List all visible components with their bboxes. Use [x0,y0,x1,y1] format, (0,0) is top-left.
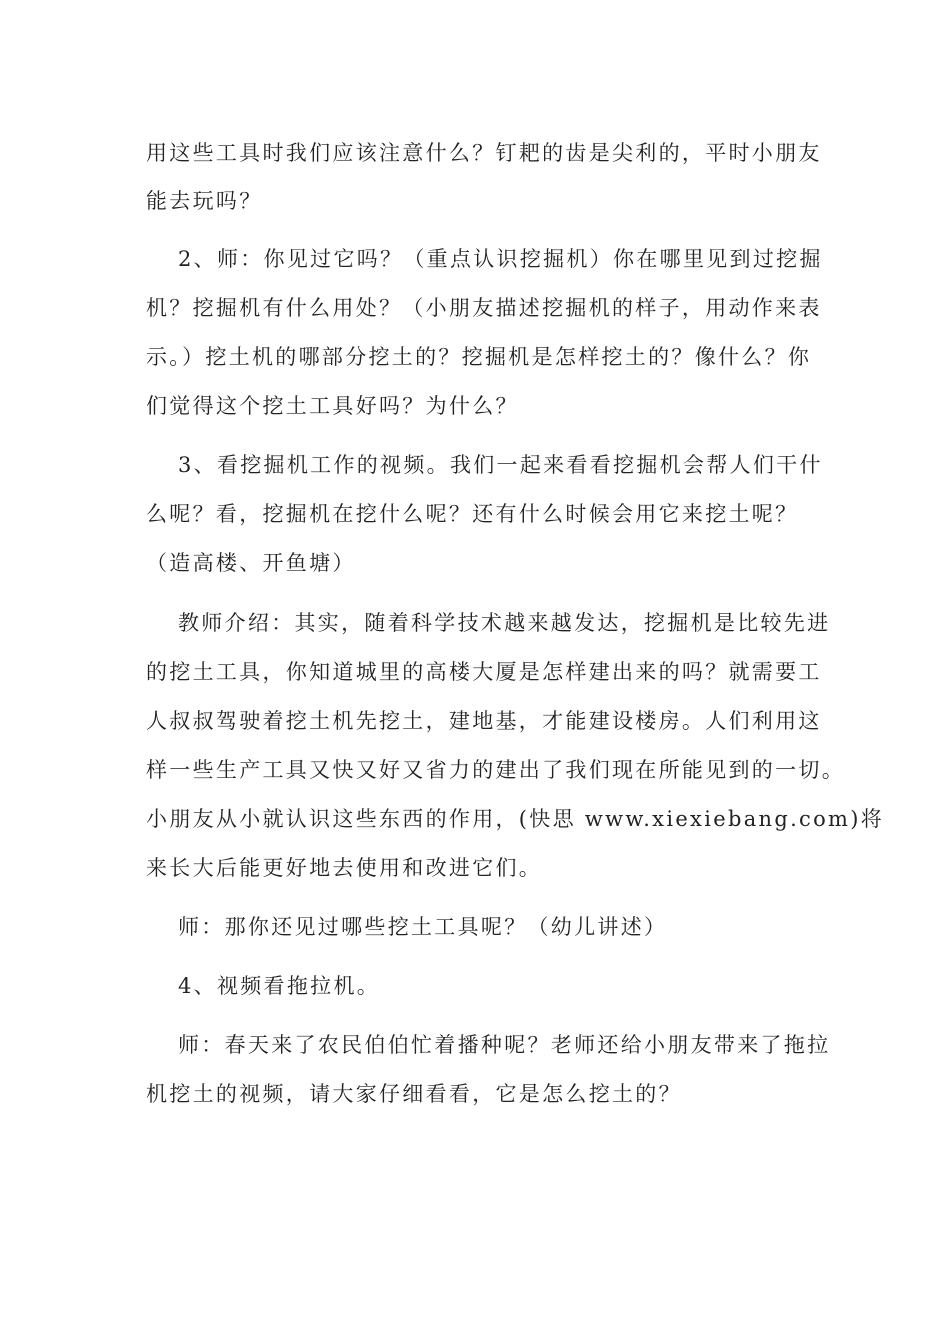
paragraph-4-line-5: 小朋友从小就认识这些东西的作用，(快思 www.xiexiebang.com)将 [146,807,885,831]
paragraph-1-line-2: 能去玩吗？ [146,189,263,213]
paragraph-4-line-1: 教师介绍：其实，随着科学技术越来越发达，挖掘机是比较先进 [178,611,831,635]
paragraph-2-line-3: 示。）挖土机的哪部分挖土的？挖掘机是怎样挖土的？像什么？你 [146,345,812,369]
paragraph-2-line-2: 机？挖掘机有什么用处？（小朋友描述挖掘机的样子，用动作来表 [146,296,822,320]
paragraph-7-line-1: 师：春天来了农民伯伯忙着播种呢？老师还给小朋友带来了拖拉 [178,1033,831,1057]
paragraph-4-line-3: 人叔叔驾驶着挖土机先挖土，建地基，才能建设楼房。人们利用这 [146,709,822,733]
paragraph-1-line-1: 用这些工具时我们应该注意什么？钉耙的齿是尖利的，平时小朋友 [146,141,822,165]
paragraph-6-line-1: 4、视频看拖拉机。 [178,974,381,998]
paragraph-3-line-2: 么呢？看，挖掘机在挖什么呢？还有什么时候会用它来挖土呢？ [146,502,799,526]
paragraph-4-line-4: 样一些生产工具又快又好又省力的建出了我们现在所能见到的一切。 [146,758,845,782]
paragraph-4-line-2: 的挖土工具，你知道城里的高楼大厦是怎样建出来的吗？就需要工 [146,660,822,684]
paragraph-5-line-1: 师：那你还见过哪些挖土工具呢？（幼儿讲述） [178,915,668,939]
paragraph-7-line-2: 机挖土的视频，请大家仔细看看，它是怎么挖土的？ [146,1082,682,1106]
paragraph-4-line-6: 来长大后能更好地去使用和改进它们。 [146,856,543,880]
paragraph-3-line-1: 3、看挖掘机工作的视频。我们一起来看看挖掘机会帮人们干什 [178,453,823,477]
paragraph-3-line-3: （造高楼、开鱼塘） [146,551,356,575]
paragraph-2-line-1: 2、师：你见过它吗？（重点认识挖掘机）你在哪里见到过挖掘 [178,247,823,271]
paragraph-2-line-4: 们觉得这个挖土工具好吗？为什么？ [146,394,519,418]
